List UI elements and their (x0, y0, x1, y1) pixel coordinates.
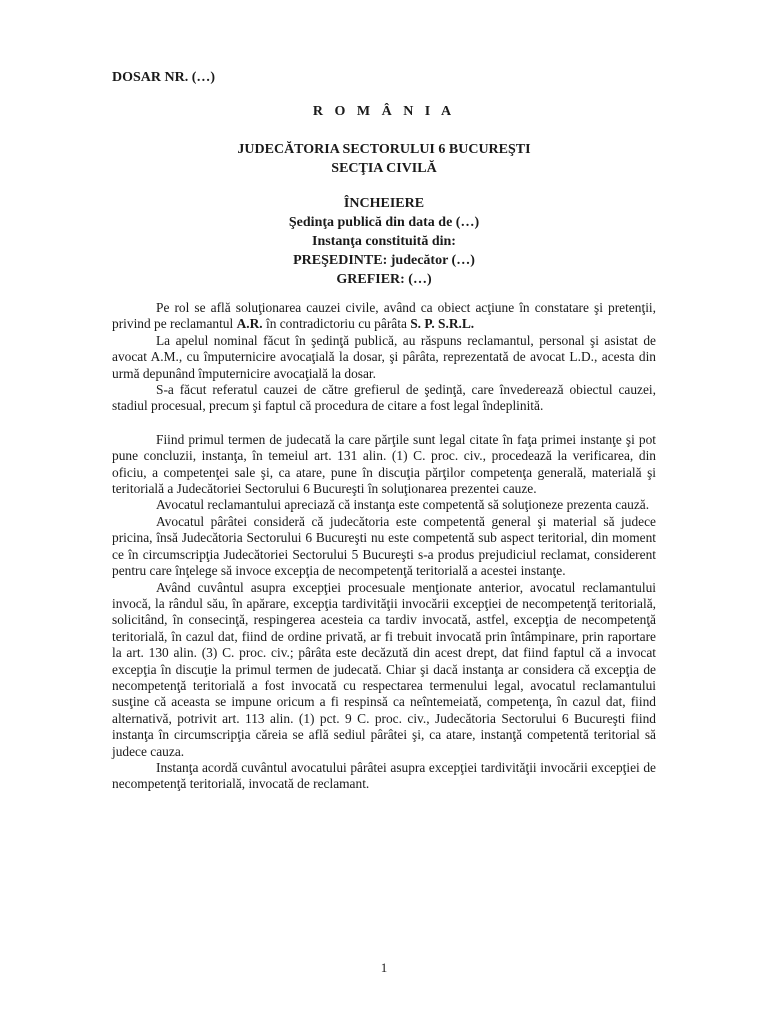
paragraph-1-mid: în contradictoriu cu pârâta (262, 316, 411, 332)
session-line: Şedinţa publică din data de (…) (288, 215, 480, 230)
court-name: JUDECĂTORIA SECTORULUI 6 BUCUREŞTI (237, 142, 531, 157)
paragraph-7: Având cuvântul asupra excepţiei procesuale menţionate anterior, avocatul reclamantului invocă, la rândul său, în apărare, excepţia tardivităţii invocării excepţiei de necompetenţă teritorială, solicitând, în consecinţă, respingerea acesteia ca tardiv invocată, astfel, excepţia de necompetenţă teritorială, în cazul dat, fiind de ordine privată, ar fi trebuit invocată prin întâmpinare, prin raportare la art. 130 alin. (3) C. proc. civ.; pârâta este decăzută din acest drept, dat fiind faptul că a invocat excepţia în discuţie la primul termen de judecată. Chiar şi dacă instanţa ar considera că excepţia de necompetenţă teritorială a fost invocată cu respectarea termenului legal, avocatul reclamantului susţine că aceasta se impune oricum a fi respinsă ca neîntemeiată, competenţa, în cazul dat, fiind alternativă, potrivit art. 113 alin. (1) pct. 9 C. proc. civ., Judecătoria Sectorului 6 Bucureşti fiind instanţa în circumscripţia căreia se află sediul pârâtei şi, ca atare, instanţă competentă teritorial să judece cauza. (112, 579, 656, 759)
document-title: ÎNCHEIERE (343, 196, 425, 211)
paragraph-2: La apelul nominal făcut în şedinţă publică, au răspuns reclamantul, personal şi asistat de avocat A.M., cu împuternicire avocaţială la dosar, şi pârâta, reprezentată de avocat L.D., acesta din urmă depunând împuternicire avocaţială la dosar. (112, 332, 656, 381)
constituted-line: Instanţa constituită din: (312, 234, 456, 249)
paragraph-4: Fiind primul termen de judecată la care părţile sunt legal citate în faţa primei instanţe şi pot pune concluzii, instanţa, în temeiul art. 131 alin. (1) C. proc. civ., procedează la verificarea, din oficiu, a competenţei sale şi, ca atare, pune în discuţia părţilor competenţa generală, materială şi teritorială a Judecătoriei Sectorului 6 Bucureşti în soluţionarea prezentei cauze. (112, 431, 656, 497)
defendant-name: S. P. S.R.L. (410, 316, 475, 332)
paragraph-8: Instanţa acordă cuvântul avocatului pârâtei asupra excepţiei tardivităţii invocării excepţiei de necompetenţă teritorială, invocată de reclamant. (112, 759, 656, 792)
court-heading (112, 140, 656, 178)
paragraph-1 (112, 300, 656, 333)
clerk-line: GREFIER: (…) (336, 272, 432, 287)
president-line: PREŞEDINTE: judecător (…) (293, 253, 475, 268)
page-number: 1 (380, 960, 388, 975)
paragraph-5: Avocatul reclamantului apreciază că instanţa este competentă să soluţioneze prezenta cauză. (156, 497, 650, 513)
case-number: DOSAR NR. (…) (112, 70, 216, 85)
court-section: SECŢIA CIVILĂ (331, 161, 437, 176)
country-heading: R O M Â N I A (312, 104, 456, 119)
paragraph-3: S-a făcut referatul cauzei de către grefierul de şedinţă, care învederează obiectul cauzei, stadiul procesual, precum şi faptul că procedura de citare a fost legal îndeplinită. (112, 382, 656, 414)
paragraph-1-text: Pe rol se află soluţionarea cauzei civile, având ca obiect acţiune în constatare şi pretenţii, privind pe reclamantul (112, 300, 656, 332)
incheiere-heading (112, 194, 656, 289)
body-text (112, 300, 656, 793)
plaintiff-name: A.R. (236, 316, 263, 332)
paragraph-6: Avocatul pârâtei consideră că judecătoria este competentă general şi material să judece pricina, însă Judecătoria Sectorului 6 Bucureşti nu este competentă sub aspect teritorial, din moment ce în circumscripţia Judecătoriei Sectorului 5 Bucureşti s-a produs prejudiciul reclamat, considerent pentru care înţelege să invoce excepţia de necompetenţă teritorială a acestei instanţe. (112, 513, 656, 579)
